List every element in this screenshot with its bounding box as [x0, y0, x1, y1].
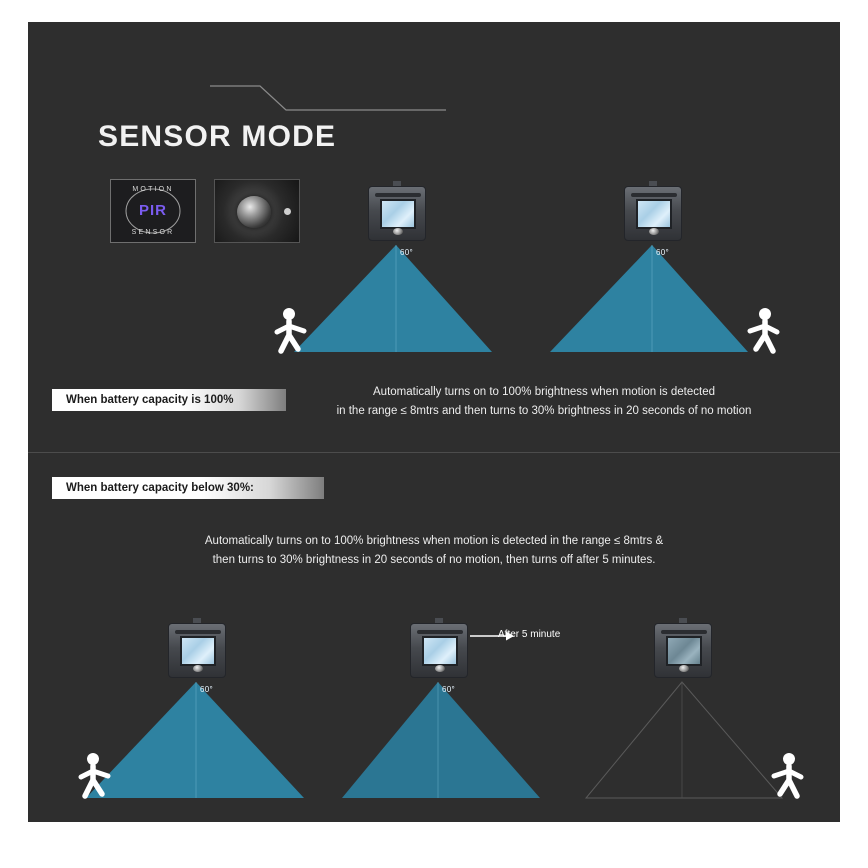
beam-angle-label-3: 60° [200, 685, 213, 694]
lamp-solar-panel [380, 199, 416, 229]
lamp-solar-panel [636, 199, 672, 229]
scene-top-right [540, 167, 770, 367]
lamp-pir-sensor-icon [435, 665, 445, 672]
lamp-grill [375, 193, 421, 197]
section-divider [28, 452, 840, 453]
lamp-body [624, 186, 682, 241]
lamp-solar-panel [422, 636, 458, 666]
lamp-body [368, 186, 426, 241]
lamp-pir-sensor-icon [193, 665, 203, 672]
solar-lamp-4 [410, 618, 468, 688]
after-5-minute-label: After 5 minute [498, 629, 561, 640]
solar-lamp-5 [654, 618, 712, 688]
lamp-solar-panel [180, 636, 216, 666]
top-description [274, 383, 814, 421]
walking-person-icon-3 [78, 752, 120, 800]
scene-top-left [278, 167, 508, 367]
scene-bottom-1 [56, 600, 306, 805]
beam-angle-label-1: 60° [400, 248, 413, 257]
lamp-grill [175, 630, 221, 634]
lamp-grill [661, 630, 707, 634]
lamp-body [168, 623, 226, 678]
lamp-solar-panel [666, 636, 702, 666]
solar-lamp-1 [368, 181, 426, 251]
walking-person-icon-2 [738, 307, 780, 355]
bottom-description [114, 532, 754, 570]
lamp-grill [417, 630, 463, 634]
sensor-dome-icon [237, 196, 271, 228]
bottom-description-line2: then turns to 30% brightness in 20 seconds of no motion, then turns off after 5 minutes. [212, 554, 656, 566]
lamp-body [654, 623, 712, 678]
pir-badge-center-text: PIR [138, 202, 167, 219]
lamp-pir-sensor-icon [649, 228, 659, 235]
pir-badge-bottom-text: SENSOR [131, 229, 175, 236]
solar-lamp-3 [168, 618, 226, 688]
lamp-grill [631, 193, 677, 197]
beam-angle-label-2: 60° [656, 248, 669, 257]
battery-below-30-label: When battery capacity below 30%: [52, 477, 324, 499]
walking-person-icon-4 [762, 752, 804, 800]
top-description-line2: in the range ≤ 8mtrs and then turns to 30% brightness in 20 seconds of no motion [336, 405, 752, 417]
lamp-pir-sensor-icon [393, 228, 403, 235]
page-title: SENSOR MODE [98, 120, 337, 153]
battery-100-label: When battery capacity is 100% [52, 389, 286, 411]
walking-person-icon-1 [274, 307, 316, 355]
beam-angle-label-4: 60° [442, 685, 455, 694]
solar-lamp-2 [624, 181, 682, 251]
lamp-pir-sensor-icon [679, 665, 689, 672]
lamp-body [410, 623, 468, 678]
pir-badge-top-text: MOTION [132, 186, 174, 193]
pir-badge-ring [116, 183, 190, 239]
pir-sensor-badge [110, 179, 196, 243]
sensor-mode-panel [28, 22, 840, 822]
top-description-line1: Automatically turns on to 100% brightness when motion is detected [373, 386, 715, 398]
bottom-description-line1: Automatically turns on to 100% brightness when motion is detected in the range ≤ 8mtrs & [204, 535, 664, 547]
scene-bottom-3 [568, 600, 818, 805]
